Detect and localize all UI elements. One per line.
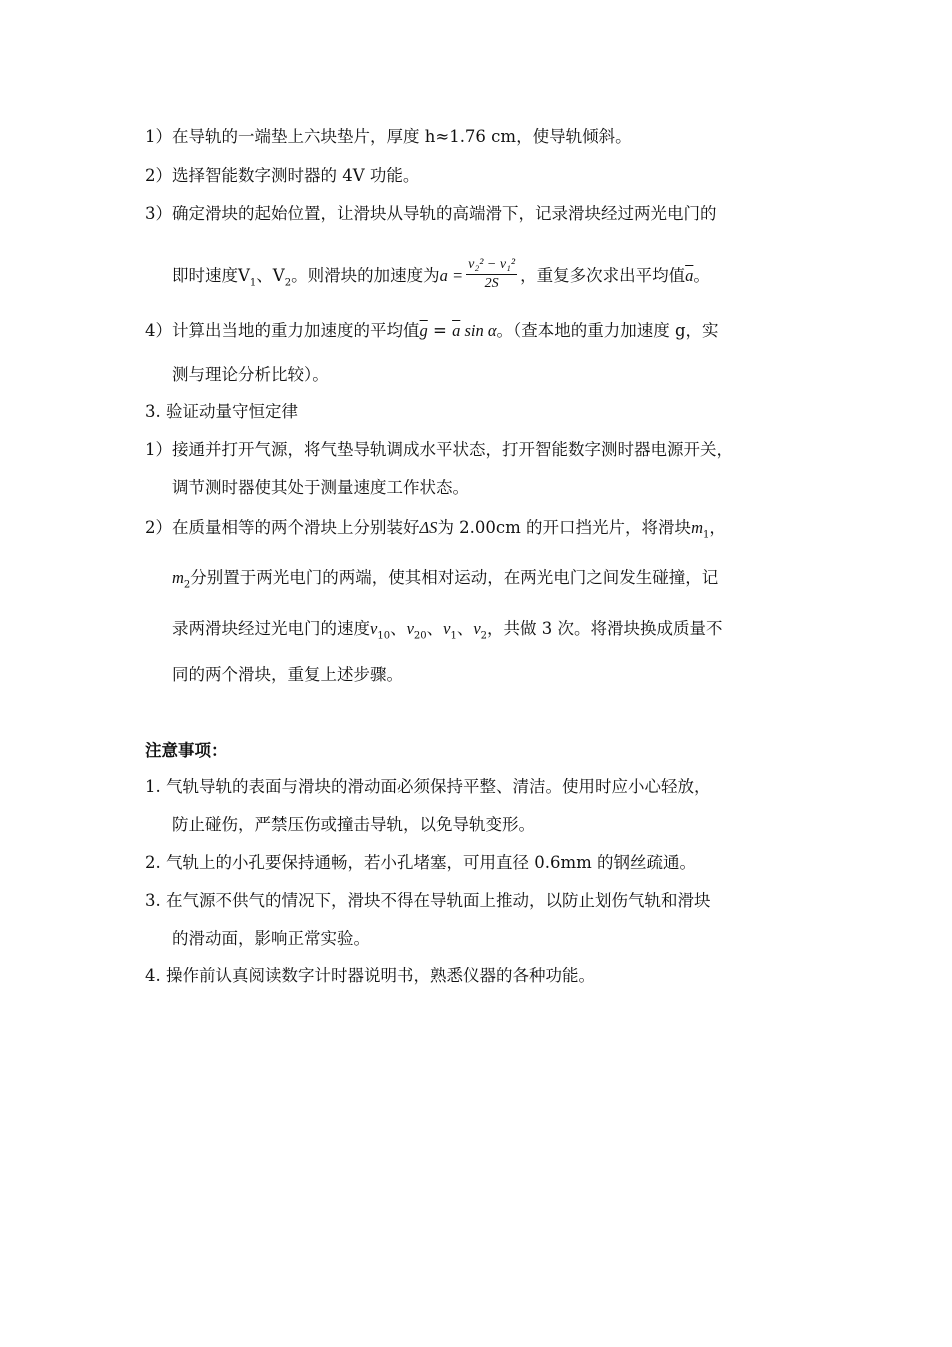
mean-accel-symbol: $\overline{a}$ bbox=[685, 266, 694, 285]
mean-g-symbol: $\overline{g}$ bbox=[419, 321, 428, 340]
separator: 、 bbox=[456, 619, 474, 638]
separator: 、 bbox=[426, 619, 444, 638]
text-segment: ，共做 3 次。将滑块换成质量不 bbox=[487, 619, 723, 638]
text-segment: ，重复多次求出平均值 bbox=[520, 266, 686, 285]
text-segment: ， bbox=[709, 518, 726, 537]
text-segment: 为 2.00cm 的开口挡光片，将滑块 bbox=[437, 518, 692, 537]
text-segment: 4）计算出当地的重力加速度的平均值 bbox=[145, 321, 420, 340]
step-3-formula-line bbox=[172, 258, 710, 295]
notes-heading: 注意事项： bbox=[145, 741, 228, 760]
accel-symbol: a = bbox=[439, 266, 464, 285]
subscript: 2 bbox=[480, 630, 488, 642]
fraction-denominator: 2S bbox=[484, 276, 499, 291]
v20-symbol: v bbox=[406, 619, 414, 638]
subscript: 2 bbox=[183, 579, 191, 591]
v10-symbol: v bbox=[370, 619, 378, 638]
note-1-cont: 防止碰伤，严禁压伤或撞击导轨，以免导轨变形。 bbox=[172, 815, 535, 834]
section-heading-3: 3. 验证动量守恒定律 bbox=[145, 402, 298, 421]
text-segment: 。则滑块的加速度为 bbox=[291, 266, 440, 285]
text-segment: 2）在质量相等的两个滑块上分别装好 bbox=[145, 518, 420, 537]
text-segment: 。 bbox=[693, 266, 710, 285]
momentum-step-2-cont-2 bbox=[172, 618, 723, 640]
text-segment: 即时速度V bbox=[172, 266, 250, 285]
text-segment: 、V bbox=[256, 266, 285, 285]
step-4-line bbox=[145, 320, 719, 342]
note-3-line: 3. 在气源不供气的情况下，滑块不得在导轨面上推动，以防止划伤气轨和滑块 bbox=[145, 891, 711, 910]
step-1-line: 1）在导轨的一端垫上六块垫片，厚度 h≈1.76 cm，使导轨倾斜。 bbox=[145, 127, 632, 146]
note-1-line: 1. 气轨导轨的表面与滑块的滑动面必须保持平整、清洁。使用时应小心轻放， bbox=[145, 777, 711, 796]
subscript: 10 bbox=[377, 630, 391, 642]
momentum-step-1-line: 1）接通并打开气源，将气垫导轨调成水平状态，打开智能数字测时器电源开关， bbox=[145, 440, 733, 459]
mean-a-symbol: $\overline{a}$ bbox=[452, 321, 461, 340]
v1-symbol: v bbox=[443, 619, 451, 638]
subscript: 1 bbox=[249, 277, 257, 289]
step-3-line: 3）确定滑块的起始位置，让滑块从导轨的高端滑下，记录滑块经过两光电门的 bbox=[145, 204, 717, 223]
accel-fraction bbox=[466, 256, 517, 293]
momentum-step-2-cont-3: 同的两个滑块，重复上述步骤。 bbox=[172, 665, 403, 684]
separator: 、 bbox=[390, 619, 407, 638]
v2-symbol: v bbox=[473, 619, 481, 638]
subscript: 1 bbox=[702, 529, 710, 541]
note-4-line: 4. 操作前认真阅读数字计时器说明书，熟悉仪器的各种功能。 bbox=[145, 966, 595, 985]
text-segment: 录两滑块经过光电门的速度 bbox=[172, 619, 370, 638]
momentum-step-1-cont: 调节测时器使其处于测量速度工作状态。 bbox=[172, 478, 469, 497]
step-4-cont-line: 测与理论分析比较）。 bbox=[172, 365, 329, 384]
note-3-cont: 的滑动面，影响正常实验。 bbox=[172, 929, 370, 948]
m1-symbol: m bbox=[691, 518, 703, 537]
subscript: 1 bbox=[450, 630, 457, 642]
subscript: 20 bbox=[413, 630, 427, 642]
momentum-step-2-cont-1 bbox=[172, 567, 718, 589]
delta-s: ΔS bbox=[419, 518, 438, 537]
momentum-step-2-line bbox=[145, 517, 726, 539]
m2-symbol: m bbox=[172, 568, 184, 587]
fraction-numerator: v₂² − v₁² bbox=[466, 256, 517, 275]
subscript: 2 bbox=[284, 277, 292, 289]
step-2-line: 2）选择智能数字测时器的 4V 功能。 bbox=[145, 166, 420, 185]
note-2-line: 2. 气轨上的小孔要保持通畅，若小孔堵塞，可用直径 0.6mm 的钢丝疏通。 bbox=[145, 853, 697, 872]
sin-alpha: sin α bbox=[460, 321, 497, 340]
text-segment: 分别置于两光电门的两端，使其相对运动，在两光电门之间发生碰撞，记 bbox=[190, 568, 719, 587]
text-segment: 。（查本地的重力加速度 g，实 bbox=[496, 321, 719, 340]
equals: = bbox=[427, 321, 453, 340]
